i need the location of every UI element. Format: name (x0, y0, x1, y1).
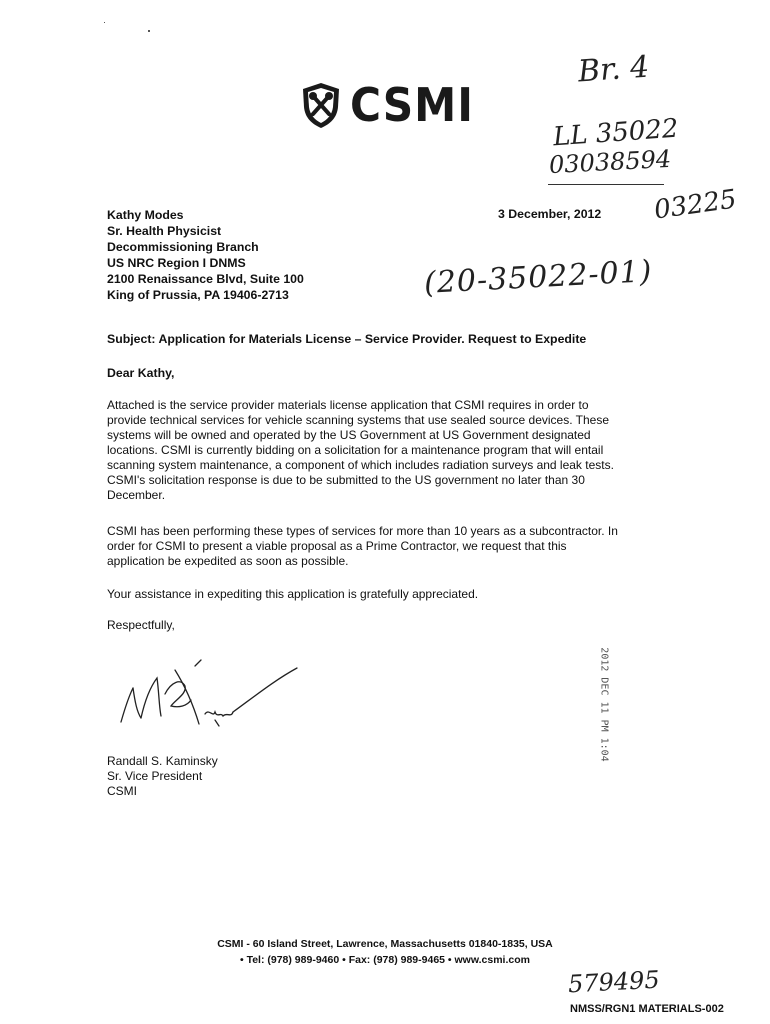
address-line: King of Prussia, PA 19406-2713 (107, 288, 289, 302)
handwritten-docket-number: (20-35022-01) (423, 254, 654, 301)
text-line: Your assistance in expediting this application is gratefully appreciated. (107, 587, 479, 601)
handwritten-document-number: 03038594 (548, 144, 672, 180)
footer-contact: • Tel: (978) 989-9460 • Fax: (978) 989-9465 • www.csmi.com (239, 954, 530, 966)
paragraph-3 (107, 587, 478, 602)
greeting: Dear Kathy, (107, 366, 175, 380)
paragraph-2 (107, 524, 618, 569)
text-line: December. (107, 488, 166, 502)
text-line: scanning system maintenance, a component of which includes radiation surveys and leak tests. (107, 458, 614, 472)
footer-address: CSMI - 60 Island Street, Lawrence, Massachusetts 01840-1835, USA (217, 938, 553, 950)
received-stamp: 2012 DEC 11 PM 1:04 (598, 647, 610, 762)
text-line: systems will be owned and operated by the US Government at US Government designated (107, 428, 591, 442)
text-line: CSMI's solicitation response is due to be submitted to the US government no later than 30 (107, 473, 585, 487)
signer-block (107, 754, 218, 799)
address-line: Kathy Modes (107, 208, 184, 222)
text-line: CSMI has been performing these types of services for more than 10 years as a subcontractor. In (107, 524, 618, 538)
handwritten-signature (115, 656, 305, 736)
logo-text: CSMI (350, 78, 474, 132)
subject-line: Subject: Application for Materials License – Service Provider. Request to Expedite (107, 332, 587, 346)
scan-speck (104, 22, 105, 23)
signer-name: Randall S. Kaminsky (107, 754, 218, 768)
address-line: 2100 Renaissance Blvd, Suite 100 (107, 272, 304, 286)
recipient-address (107, 207, 304, 303)
text-line: Attached is the service provider materials license application that CSMI requires in order to (107, 398, 589, 412)
paragraph-1 (107, 398, 614, 503)
text-line: provide technical services for vehicle scanning systems that use sealed source devices. These (107, 413, 610, 427)
scan-speck (148, 30, 150, 32)
address-line: Sr. Health Physicist (107, 224, 222, 238)
text-line: locations. CSMI is currently bidding on a solicitation for a maintenance program that will entail (107, 443, 604, 457)
shield-tools-icon (300, 81, 342, 129)
signer-company: CSMI (107, 784, 137, 798)
handwritten-underline (548, 184, 664, 185)
address-line: US NRC Region I DNMS (107, 256, 246, 270)
letter-date: 3 December, 2012 (498, 207, 602, 221)
address-line: Decommissioning Branch (107, 240, 259, 254)
handwritten-control-number: 03225 (652, 184, 739, 226)
text-line: order for CSMI to present a viable proposal as a Prime Contractor, we request that this (107, 539, 567, 553)
text-line: application be expedited as soon as possible. (107, 554, 349, 568)
document-code: NMSS/RGN1 MATERIALS-002 (570, 1003, 724, 1015)
closing: Respectfully, (107, 618, 175, 632)
signer-title: Sr. Vice President (107, 769, 203, 783)
handwritten-branch: Br. 4 (576, 49, 651, 90)
handwritten-license: LL 35022 (552, 113, 680, 153)
company-logo (300, 80, 485, 130)
handwritten-bottom-number: 579495 (567, 965, 661, 999)
